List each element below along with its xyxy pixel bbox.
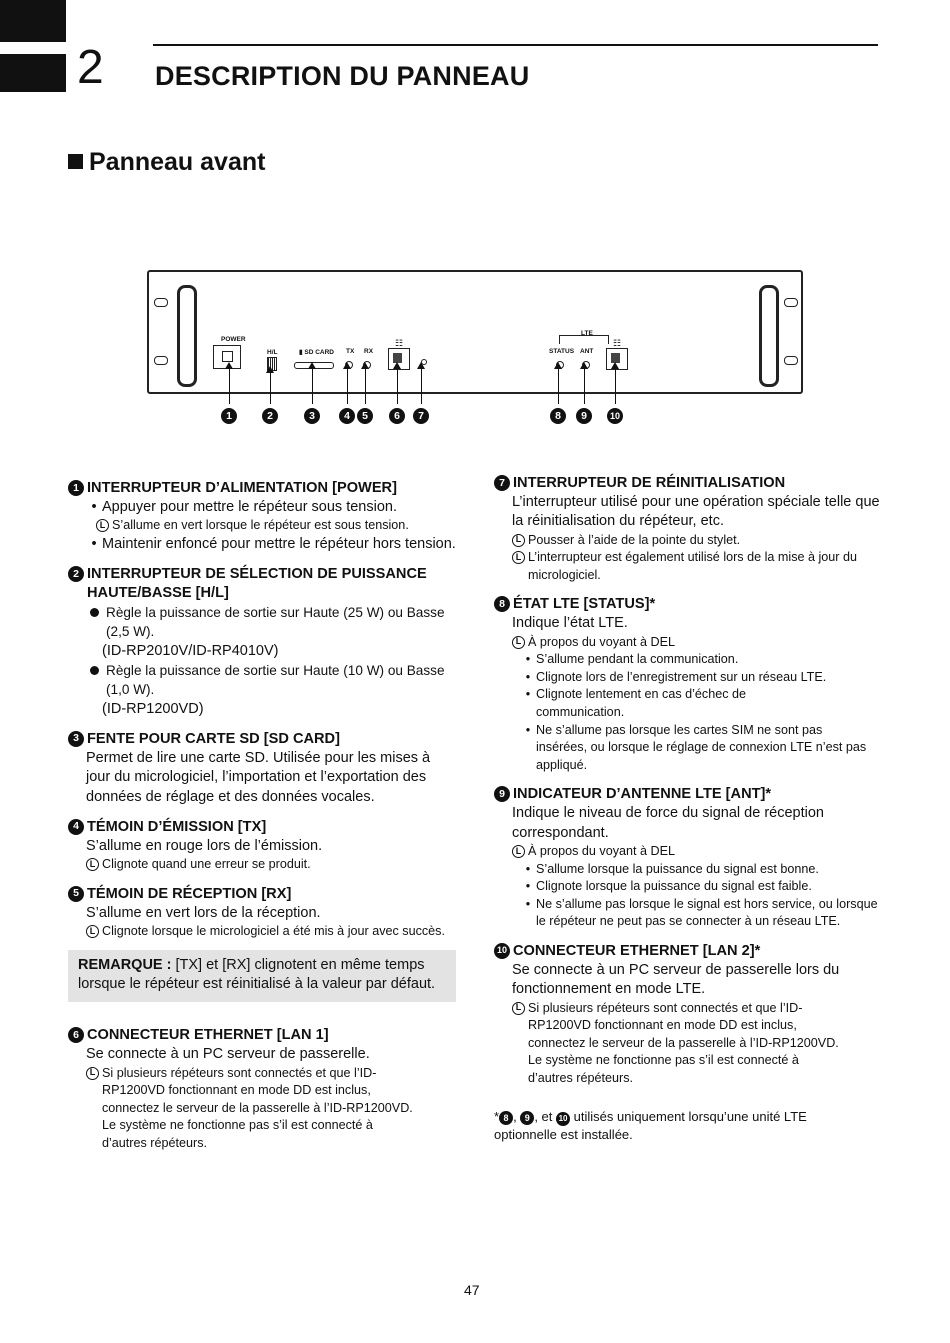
left-column xyxy=(68,479,456,1164)
remark-label: REMARQUE : xyxy=(78,956,172,973)
footnote-text: utilisés uniquement lorsqu’une unité LTE optionnelle est installée. xyxy=(494,1108,807,1142)
item-number: 1 xyxy=(68,480,84,496)
item-text: Maintenir enfoncé pour mettre le répéteur hors tension. xyxy=(102,535,456,552)
handle-right-icon xyxy=(759,285,779,387)
item-lan2 xyxy=(494,942,880,1088)
item-model: (ID-RP1200VD) xyxy=(102,700,204,717)
callout-8: 8 xyxy=(550,408,566,424)
callout-arrow xyxy=(584,368,585,404)
mount-hole-icon xyxy=(154,356,168,365)
item-title: TÉMOIN DE RÉCEPTION [RX] xyxy=(87,885,292,902)
item-power xyxy=(68,479,456,554)
item-number: 9 xyxy=(494,786,510,802)
item-note: Clignote lorsque le micrologiciel a été mis à jour avec succès. xyxy=(102,924,445,939)
info-icon: L xyxy=(512,1002,525,1015)
callout-10: 10 xyxy=(607,408,623,424)
chapter-tab-upper xyxy=(0,0,66,42)
item-sdcard xyxy=(68,730,456,807)
item-number: 5 xyxy=(68,886,84,902)
sdcard-label: ▮ SD CARD xyxy=(299,349,335,356)
item-model: (ID-RP2010V/ID-RP4010V) xyxy=(102,642,279,659)
section-title-text: Panneau avant xyxy=(89,148,266,176)
mount-hole-icon xyxy=(784,298,798,307)
callout-2: 2 xyxy=(262,408,278,424)
square-bullet-icon xyxy=(68,154,83,169)
item-note: Si plusieurs répéteurs sont connectés et que l’ID-RP1200VD fonctionnant en mode DD est inclus, connectez le serveur de la passerelle à l’ID-RP1200VD. Le système ne fonctionne pas s’il est connecté à d’autres répéteurs. xyxy=(102,1065,413,1150)
item-title: INTERRUPTEUR D’ALIMENTATION [POWER] xyxy=(87,480,397,496)
bullet-icon: • xyxy=(525,687,531,702)
callout-4: 4 xyxy=(339,408,355,424)
item-title: INDICATEUR D’ANTENNE LTE [ANT]* xyxy=(513,786,772,803)
item-lte-ant xyxy=(494,785,880,931)
callout-6: 6 xyxy=(389,408,405,424)
item-number: 7 xyxy=(494,475,510,491)
ant-label: ANT xyxy=(580,348,594,355)
footnote-number: 10 xyxy=(556,1112,570,1126)
bullet-icon: • xyxy=(525,722,531,737)
footnote-sep: , xyxy=(513,1108,517,1124)
bullet-icon: • xyxy=(525,861,531,876)
chapter-number: 2 xyxy=(77,41,104,94)
item-text: Appuyer pour mettre le répéteur sous tension. xyxy=(102,499,397,515)
tx-label: TX xyxy=(346,348,355,355)
item-list-text: Clignote lentement en cas d’échec de communication. xyxy=(536,687,747,720)
mount-hole-icon xyxy=(784,356,798,365)
item-tx xyxy=(68,818,456,874)
item-title: INTERRUPTEUR DE RÉINITIALISATION xyxy=(513,475,786,491)
item-title: TÉMOIN D’ÉMISSION [TX] xyxy=(87,818,267,835)
lte-bracket xyxy=(559,335,609,344)
info-icon: L xyxy=(512,534,525,547)
bullet-icon: • xyxy=(91,535,97,552)
status-label: STATUS xyxy=(549,348,575,355)
network-icon: ☷ xyxy=(395,338,404,348)
callout-arrow xyxy=(365,368,366,404)
item-lan1 xyxy=(68,1026,456,1152)
item-title: CONNECTEUR ETHERNET [LAN 1] xyxy=(87,1027,329,1044)
item-list-text: Clignote lorsque la puissance du signal est faible. xyxy=(536,879,812,894)
item-text: Règle la puissance de sortie sur Haute (10 W) ou Basse (1,0 W). xyxy=(106,663,445,698)
item-hl xyxy=(68,565,456,719)
item-list-text: Ne s’allume pas lorsque les cartes SIM ne sont pas insérées, ou lorsque le réglage de connexion LTE n’est pas appliqué. xyxy=(536,722,867,772)
handle-left-icon xyxy=(177,285,197,387)
dot-bullet-icon xyxy=(90,666,99,675)
item-number: 10 xyxy=(494,943,510,959)
item-title: CONNECTEUR ETHERNET [LAN 2]* xyxy=(513,942,761,959)
item-text: L’interrupteur utilisé pour une opération spéciale telle que la réinitialisation du répéteur, etc. xyxy=(512,494,880,530)
chapter-tab-lower xyxy=(0,54,66,92)
remark-box xyxy=(68,950,456,1003)
item-text: Règle la puissance de sortie sur Haute (25 W) ou Basse (2,5 W). xyxy=(106,605,445,640)
hl-label: H/L xyxy=(267,349,278,356)
item-text: S’allume en rouge lors de l’émission. xyxy=(86,837,323,854)
item-note: L’interrupteur est également utilisé lors de la mise à jour du micrologiciel. xyxy=(528,550,858,582)
mount-hole-icon xyxy=(154,298,168,307)
info-icon: L xyxy=(512,636,525,649)
info-icon: L xyxy=(86,925,99,938)
callout-arrow xyxy=(615,368,616,404)
callout-3: 3 xyxy=(304,408,320,424)
footnote-number: 9 xyxy=(520,1111,534,1125)
item-rx xyxy=(68,885,456,941)
remark-text: [TX] et [RX] clignotent en même temps lorsque le répéteur est réinitialisé à la valeur par défaut. xyxy=(78,956,436,992)
item-number: 6 xyxy=(68,1027,84,1043)
item-text: Indique l’état LTE. xyxy=(512,615,628,632)
callout-9: 9 xyxy=(576,408,592,424)
network-icon: ☷ xyxy=(613,338,622,348)
callout-arrow xyxy=(270,372,271,404)
power-label: POWER xyxy=(221,336,246,343)
callout-arrow xyxy=(347,368,348,404)
callout-arrow xyxy=(312,368,313,404)
item-title: ÉTAT LTE [STATUS]* xyxy=(513,596,656,613)
item-number: 3 xyxy=(68,731,84,747)
callout-arrow xyxy=(558,368,559,404)
footnote-star: * xyxy=(494,1108,500,1124)
item-number: 4 xyxy=(68,819,84,835)
rx-label: RX xyxy=(364,348,374,355)
item-note: À propos du voyant à DEL xyxy=(528,844,676,859)
callout-5: 5 xyxy=(357,408,373,424)
bullet-icon: • xyxy=(525,652,531,667)
callout-7: 7 xyxy=(413,408,429,424)
item-number: 8 xyxy=(494,596,510,612)
bullet-icon: • xyxy=(525,896,531,911)
item-note: Clignote quand une erreur se produit. xyxy=(102,857,311,872)
item-reset xyxy=(494,474,880,584)
callout-1: 1 xyxy=(221,408,237,424)
info-icon: L xyxy=(512,551,525,564)
callout-arrow xyxy=(229,368,230,404)
info-icon: L xyxy=(86,1067,99,1080)
item-list-text: S’allume lorsque la puissance du signal est bonne. xyxy=(536,861,819,876)
right-column xyxy=(494,474,880,1144)
item-text: Indique le niveau de force du signal de réception correspondant. xyxy=(512,805,824,841)
lte-label: LTE xyxy=(581,330,593,337)
bullet-icon: • xyxy=(525,879,531,894)
item-note: À propos du voyant à DEL xyxy=(528,634,676,649)
item-title: INTERRUPTEUR DE SÉLECTION DE PUISSANCE HAUTE/BASSE [H/L] xyxy=(87,566,427,602)
item-title: FENTE POUR CARTE SD [SD CARD] xyxy=(87,730,340,747)
chapter-title: DESCRIPTION DU PANNEAU xyxy=(155,61,530,91)
sdcard-label-text: SD CARD xyxy=(304,349,335,356)
item-note: Si plusieurs répéteurs sont connectés et que l’ID-RP1200VD fonctionnant en mode DD est inclus, connectez le serveur de la passerelle à l’ID-RP1200VD. Le système ne fonctionne pas s’il est connecté à d’autres répéteurs. xyxy=(528,1000,839,1085)
footnote-sep: , et xyxy=(534,1108,553,1124)
callout-arrow xyxy=(397,368,398,404)
item-list-text: Clignote lors de l’enregistrement sur un réseau LTE. xyxy=(536,669,827,684)
footnote-number: 8 xyxy=(499,1111,513,1125)
info-icon: L xyxy=(512,845,525,858)
item-list-text: Ne s’allume pas lorsque le signal est hors service, ou lorsque le répéteur ne peut pas se connecter à un réseau LTE. xyxy=(536,896,878,929)
info-icon: L xyxy=(96,519,109,532)
bullet-icon: • xyxy=(91,499,97,515)
item-number: 2 xyxy=(68,566,84,582)
page-number: 47 xyxy=(464,1282,480,1298)
footnote xyxy=(494,1108,854,1144)
item-text: S’allume en vert lors de la réception. xyxy=(86,904,321,921)
item-note: Pousser à l’aide de la pointe du stylet. xyxy=(528,532,741,547)
section-title xyxy=(68,148,265,177)
item-list-text: S’allume pendant la communication. xyxy=(536,652,739,667)
item-note: S’allume en vert lorsque le répéteur est sous tension. xyxy=(112,518,409,533)
callout-arrow xyxy=(421,368,422,404)
item-text: Se connecte à un PC serveur de passerelle lors du fonctionnement en mode LTE. xyxy=(512,961,840,998)
header-rule xyxy=(153,44,878,46)
item-lte-status xyxy=(494,595,880,774)
info-icon: L xyxy=(86,858,99,871)
front-panel-diagram xyxy=(147,270,803,394)
item-text: Permet de lire une carte SD. Utilisée pour les mises à jour du micrologiciel, l’importation et l’exportation des données de réglage et des données vocales. xyxy=(86,749,431,805)
dot-bullet-icon xyxy=(90,608,99,617)
bullet-icon: • xyxy=(525,669,531,684)
item-text: Se connecte à un PC serveur de passerelle. xyxy=(86,1046,370,1063)
